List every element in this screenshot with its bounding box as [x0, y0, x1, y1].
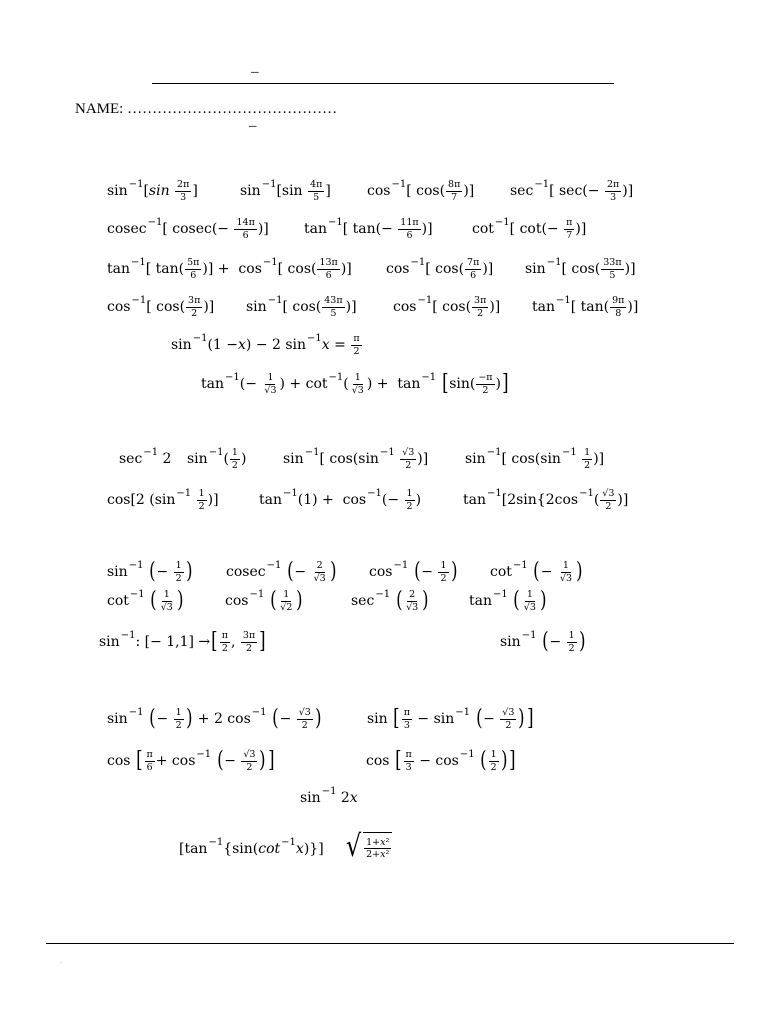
- question-r4-4: tan −1 [ tan( 9π 8 )]: [532, 295, 639, 319]
- question-r15-1: [tan −1 {sin( cot −1 x )}]: [179, 837, 324, 857]
- question-r3-3: sin −1 [ cos( 33π 5 )]: [525, 257, 636, 281]
- footer-dot: .: [60, 958, 62, 965]
- question-r10-3: sec −1 ( 2 √3 ): [351, 588, 429, 613]
- question-r7-1: sec −1 2: [119, 447, 172, 467]
- name-field-label: NAME: ……………………………………: [75, 101, 338, 117]
- question-r5-1: sin −1 (1 − x ) − 2 sin −1 x = π 2: [171, 333, 360, 357]
- question-r1-2: sin −1 [sin 4π 5 ]: [240, 179, 331, 203]
- question-r3-1: tan −1 [ tan( 5π 6 )] + cos −1 [ cos( 13π 6 )]: [107, 257, 352, 281]
- question-r7-4: sin −1 [ cos(sin −1 1 2 )]: [465, 447, 605, 471]
- question-r1-4: sec −1 [ sec(− 2π 3 )]: [510, 179, 634, 203]
- header-dash-bottom: –: [249, 118, 257, 134]
- question-r9-4: cot −1 ( − 1 √3 ): [490, 559, 583, 584]
- question-r13-1: cos [ π 6 + cos −1 ( − √3 2 ) ]: [107, 748, 275, 773]
- header-dash-top: –: [251, 64, 259, 80]
- question-r11-2: sin −1 ( − 1 2 ): [500, 629, 586, 654]
- question-r10-2: cos −1 ( 1 √2 ): [225, 588, 303, 613]
- question-r8-2: tan −1 (1) + cos −1 (− 1 2 ): [259, 488, 422, 512]
- question-r7-3: sin −1 [ cos(sin −1 √3 2 )]: [283, 447, 429, 471]
- question-r9-1: sin −1 ( − 1 2 ): [107, 559, 193, 584]
- question-r3-2: cos −1 [ cos( 7π 6 )]: [386, 257, 494, 281]
- footer-rule: [46, 943, 734, 944]
- question-r1-1: sin −1 [ sin 2π 3 ]: [107, 179, 198, 203]
- question-r1-3: cos −1 [ cos( 8π 7 )]: [367, 179, 475, 203]
- question-r4-3: cos −1 [ cos( 3π 2 )]: [393, 295, 501, 319]
- question-r11-1: sin −1 : [− 1,1] → [ π 2 , 3π 2 ]: [99, 629, 266, 654]
- question-r12-1: sin −1 ( − 1 2 ) + 2 cos −1 ( − √3 2 ): [107, 706, 322, 731]
- question-r2-1: cosec −1 [ cosec(− 14π 6 )]: [107, 217, 269, 241]
- question-r9-3: cos −1 ( − 1 2 ): [369, 559, 458, 584]
- question-r9-2: cosec −1 ( − 2 √3 ): [226, 559, 337, 584]
- question-r4-2: sin −1 [ cos( 43π 5 )]: [246, 295, 357, 319]
- question-r4-1: cos −1 [ cos( 3π 2 )]: [107, 295, 215, 319]
- question-r2-2: tan −1 [ tan(− 11π 6 )]: [304, 217, 433, 241]
- question-r12-2: sin [ π 3 − sin −1 ( − √3 2 ) ]: [367, 706, 534, 731]
- question-r7-2: sin −1 ( 1 2 ): [187, 447, 247, 471]
- question-r8-3: tan −1 [2sin{2cos −1 ( √3 2 )]: [463, 488, 629, 512]
- question-r15-2: √ 1+x² 2+x²: [344, 832, 392, 862]
- question-r10-1: cot −1 ( 1 √3 ): [107, 588, 184, 613]
- header-top-rule: [152, 83, 614, 84]
- question-r2-3: cot −1 [ cot(− π 7 )]: [472, 217, 587, 241]
- question-r13-2: cos [ π 3 − cos −1 ( 1 2 ) ]: [366, 748, 516, 773]
- question-r10-4: tan −1 ( 1 √3 ): [469, 588, 547, 613]
- question-r6-1: tan −1 (− 1 √3 ) + cot −1 ( 1 √3 ) + tan −1 [ sin( −π 2 ) ]: [201, 371, 509, 396]
- question-r14-1: sin −1 2 x: [300, 786, 358, 806]
- question-r8-1: cos[2 (sin −1 1 2 )]: [107, 488, 219, 512]
